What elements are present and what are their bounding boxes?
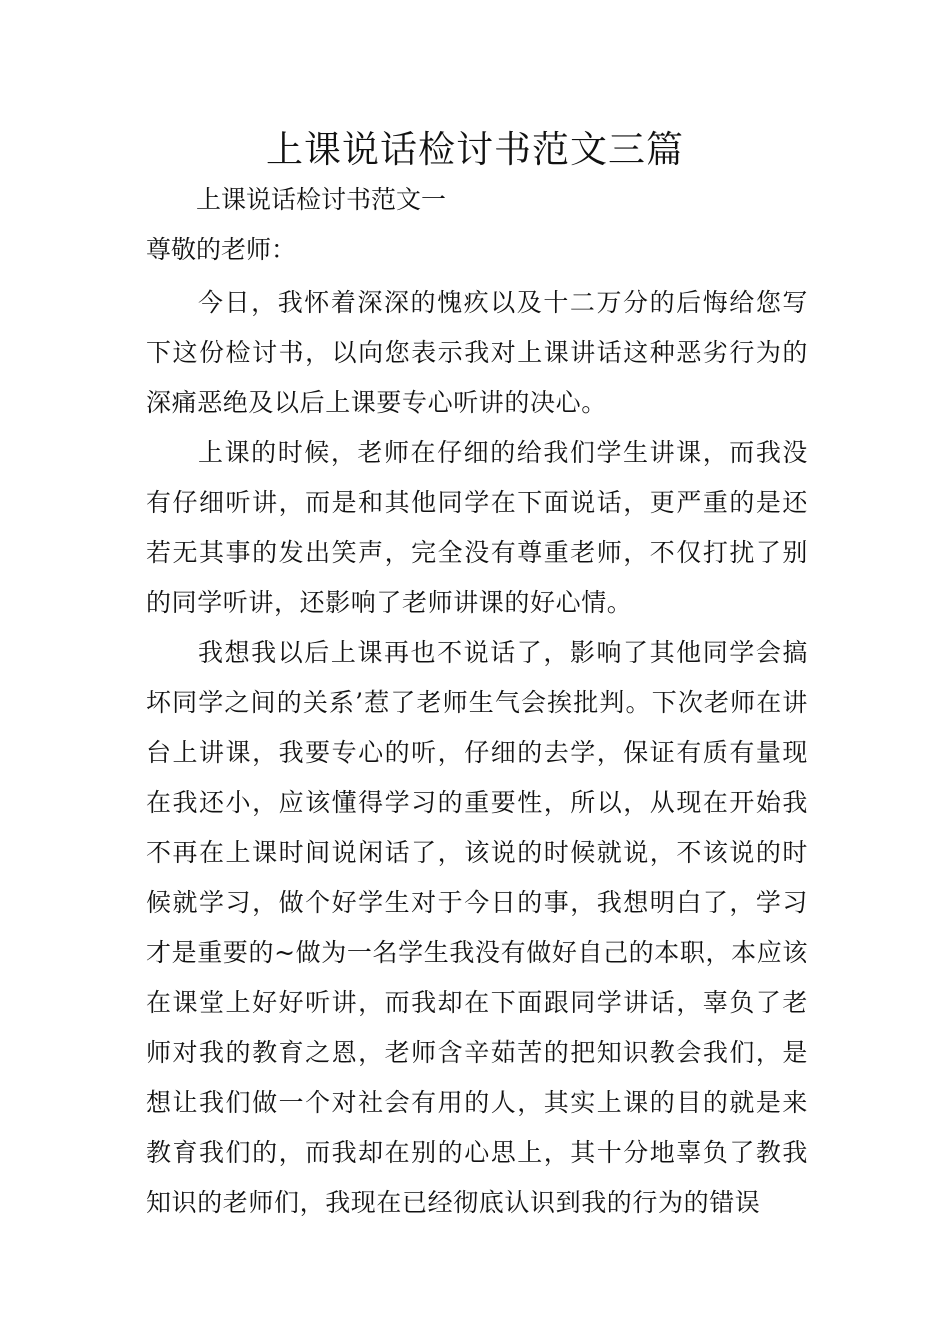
paragraph-3: 我想我以后上课再也不说话了，影响了其他同学会搞坏同学之间的关系’惹了老师生气会挨批判。下次老师在讲台上讲课，我要专心的听，仔细的去学，保证有质有量现在我还小，应该懂得学习的重要性，所以，从现在开始我不再在上课时间说闲话了，该说的时候就说，不该说的时候就学习，做个好学生对于今日的事，我想明白了，学习才是重要的~做为一名学生我没有做好自己的本职，本应该在课堂上好好听讲，而我却在下面跟同学讲话，辜负了老师对我的教育之恩，老师含辛茹苦的把知识教会我们，是想让我们做一个对社会有用的人，其实上课的目的就是来教育我们的，而我却在别的心思上，其十分地辜负了教我知识的老师们，我现在已经彻底认识到我的行为的错误 <box>146 638 808 1217</box>
salutation: 尊敬的老师： <box>146 235 297 264</box>
paragraph-2: 上课的时候，老师在仔细的给我们学生讲课，而我没有仔细听讲，而是和其他同学在下面说话，更严重的是还若无其事的发出笑声，完全没有尊重老师，不仅打扰了别的同学听讲，还影响了老师讲课的好心情。 <box>146 438 808 617</box>
paragraph-1: 今日，我怀着深深的愧疚以及十二万分的后悔给您写下这份检讨书，以向您表示我对上课讲话这种恶劣行为的深痛恶绝及以后上课要专心听讲的决心。 <box>146 288 808 417</box>
document-title: 上课说话检讨书范文三篇 <box>266 128 684 171</box>
document-subtitle: 上课说话检讨书范文一 <box>196 185 447 214</box>
document-body <box>146 278 808 1228</box>
